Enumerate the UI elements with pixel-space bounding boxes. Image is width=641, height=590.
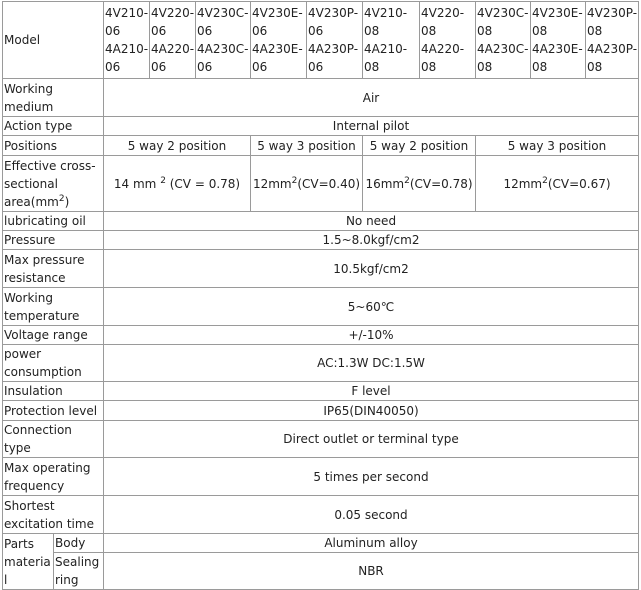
max-frequency-row — [3, 458, 639, 496]
model-cell — [420, 2, 476, 79]
model-4v-part: 08 — [587, 24, 603, 38]
effective-area-value: $12mm^2(CV=0.67)$ — [476, 156, 639, 212]
connection-type-label: Connection type — [3, 421, 104, 458]
lubricating-oil-row — [3, 212, 639, 231]
parts-seal-row — [3, 553, 639, 590]
model-4v-part: 06 — [197, 24, 213, 38]
excitation-time-row — [3, 496, 639, 534]
sealing-ring-label: Sealing ring — [54, 553, 104, 590]
max-frequency-label: Max operating frequency — [3, 458, 104, 496]
model-4a-part: 4A230E- — [532, 42, 583, 56]
power-consumption-value: AC:1.3W DC:1.5W — [104, 345, 639, 382]
model-cell — [150, 2, 196, 79]
connection-type-row — [3, 421, 639, 458]
model-4a-part: 08 — [532, 60, 548, 74]
pressure-value: 1.5~8.0kgf/cm2 — [104, 231, 639, 250]
effective-area-label: Effective cross-sectional $area(mm^2)$ — [3, 156, 104, 212]
model-4a-part: 08 — [477, 60, 493, 74]
positions-value: 5 way 3 position — [251, 136, 363, 156]
model-4v-part: 08 — [364, 24, 380, 38]
action-type-label: Action type — [3, 117, 104, 136]
max-frequency-value: 5 times per second — [104, 458, 639, 496]
model-4a-part: 4A230C- — [477, 42, 529, 56]
sealing-ring-value: NBR — [104, 553, 639, 590]
positions-row — [3, 136, 639, 156]
protection-level-label: Protection level — [3, 401, 104, 421]
insulation-label: Insulation — [3, 382, 104, 401]
lubricating-oil-value: No need — [104, 212, 639, 231]
model-4v-part: 4V230C- — [477, 6, 529, 20]
pressure-label: Pressure — [3, 231, 104, 250]
effective-area-value: $12mm^2(CV=0.40)$ — [251, 156, 363, 212]
model-4v-part: 08 — [477, 24, 493, 38]
effective-area-value: $16mm^2(CV=0.78)$ — [363, 156, 476, 212]
model-4v-part: 4V230C- — [197, 6, 249, 20]
parts-material-label: Parts material — [3, 534, 54, 590]
model-cell — [104, 2, 150, 79]
model-4v-part: 06 — [252, 24, 268, 38]
action-type-value: Internal pilot — [104, 117, 639, 136]
model-4a-part: 4A220- — [151, 42, 195, 56]
power-consumption-label: power consumption — [3, 345, 104, 382]
model-4a-part: 4A210- — [105, 42, 149, 56]
connection-type-value: Direct outlet or terminal type — [104, 421, 639, 458]
max-pressure-row — [3, 250, 639, 288]
model-4v-part: 4V230P- — [308, 6, 359, 20]
voltage-range-row — [3, 326, 639, 345]
model-cell — [363, 2, 420, 79]
parts-body-row — [3, 534, 639, 553]
model-4a-part: 4A220- — [421, 42, 465, 56]
model-4a-part: 08 — [364, 60, 380, 74]
model-4a-part: 08 — [587, 60, 603, 74]
max-pressure-value: 10.5kgf/cm2 — [104, 250, 639, 288]
model-4v-part: 4V230P- — [587, 6, 638, 20]
model-cell — [531, 2, 586, 79]
working-medium-row — [3, 79, 639, 117]
max-pressure-label: Max pressure resistance — [3, 250, 104, 288]
model-label: Model — [3, 2, 104, 79]
model-row — [3, 2, 639, 79]
excitation-time-value: 0.05 second — [104, 496, 639, 534]
insulation-row — [3, 382, 639, 401]
protection-level-value: IP65(DIN40050) — [104, 401, 639, 421]
model-4a-part: 08 — [421, 60, 437, 74]
model-cell — [586, 2, 639, 79]
model-4a-part: 06 — [151, 60, 167, 74]
lubricating-oil-label: lubricating oil — [3, 212, 104, 231]
pressure-row — [3, 231, 639, 250]
effective-area-value: 14 mm $^2$ (CV = 0.78) — [104, 156, 251, 212]
model-4v-part: 4V210- — [364, 6, 408, 20]
positions-value: 5 way 2 position — [363, 136, 476, 156]
model-4a-part: 4A230P- — [308, 42, 359, 56]
working-medium-value: Air — [104, 79, 639, 117]
model-4a-part: 06 — [197, 60, 213, 74]
model-4a-part: 06 — [252, 60, 268, 74]
model-cell — [476, 2, 531, 79]
model-4a-part: 4A210- — [364, 42, 408, 56]
power-consumption-row — [3, 345, 639, 382]
positions-value: 5 way 2 position — [104, 136, 251, 156]
action-type-row — [3, 117, 639, 136]
positions-label: Positions — [3, 136, 104, 156]
positions-value: 5 way 3 position — [476, 136, 639, 156]
voltage-range-value: +/-10% — [104, 326, 639, 345]
model-4a-part: 4A230E- — [252, 42, 303, 56]
model-4v-part: 4V230E- — [532, 6, 583, 20]
model-4v-part: 06 — [105, 24, 121, 38]
model-cell — [196, 2, 251, 79]
model-cell — [251, 2, 307, 79]
model-4v-part: 08 — [532, 24, 548, 38]
model-4v-part: 4V220- — [421, 6, 465, 20]
voltage-range-label: Voltage range — [3, 326, 104, 345]
model-4v-part: 4V220- — [151, 6, 195, 20]
body-label: Body — [54, 534, 104, 553]
model-4a-part: 4A230C- — [197, 42, 249, 56]
insulation-value: F level — [104, 382, 639, 401]
model-4v-part: 06 — [151, 24, 167, 38]
model-4v-part: 4V210- — [105, 6, 149, 20]
spec-table — [2, 1, 639, 590]
working-temperature-value: 5~60℃ — [104, 288, 639, 326]
model-4v-part: 4V230E- — [252, 6, 303, 20]
working-temperature-label: Working temperature — [3, 288, 104, 326]
working-temperature-row — [3, 288, 639, 326]
effective-area-row — [3, 156, 639, 212]
model-4v-part: 06 — [308, 24, 324, 38]
model-4v-part: 08 — [421, 24, 437, 38]
body-material-value: Aluminum alloy — [104, 534, 639, 553]
protection-level-row — [3, 401, 639, 421]
model-4a-part: 06 — [105, 60, 121, 74]
working-medium-label: Working medium — [3, 79, 104, 117]
model-cell — [307, 2, 363, 79]
model-4a-part: 06 — [308, 60, 324, 74]
model-4a-part: 4A230P- — [587, 42, 638, 56]
excitation-time-label: Shortest excitation time — [3, 496, 104, 534]
